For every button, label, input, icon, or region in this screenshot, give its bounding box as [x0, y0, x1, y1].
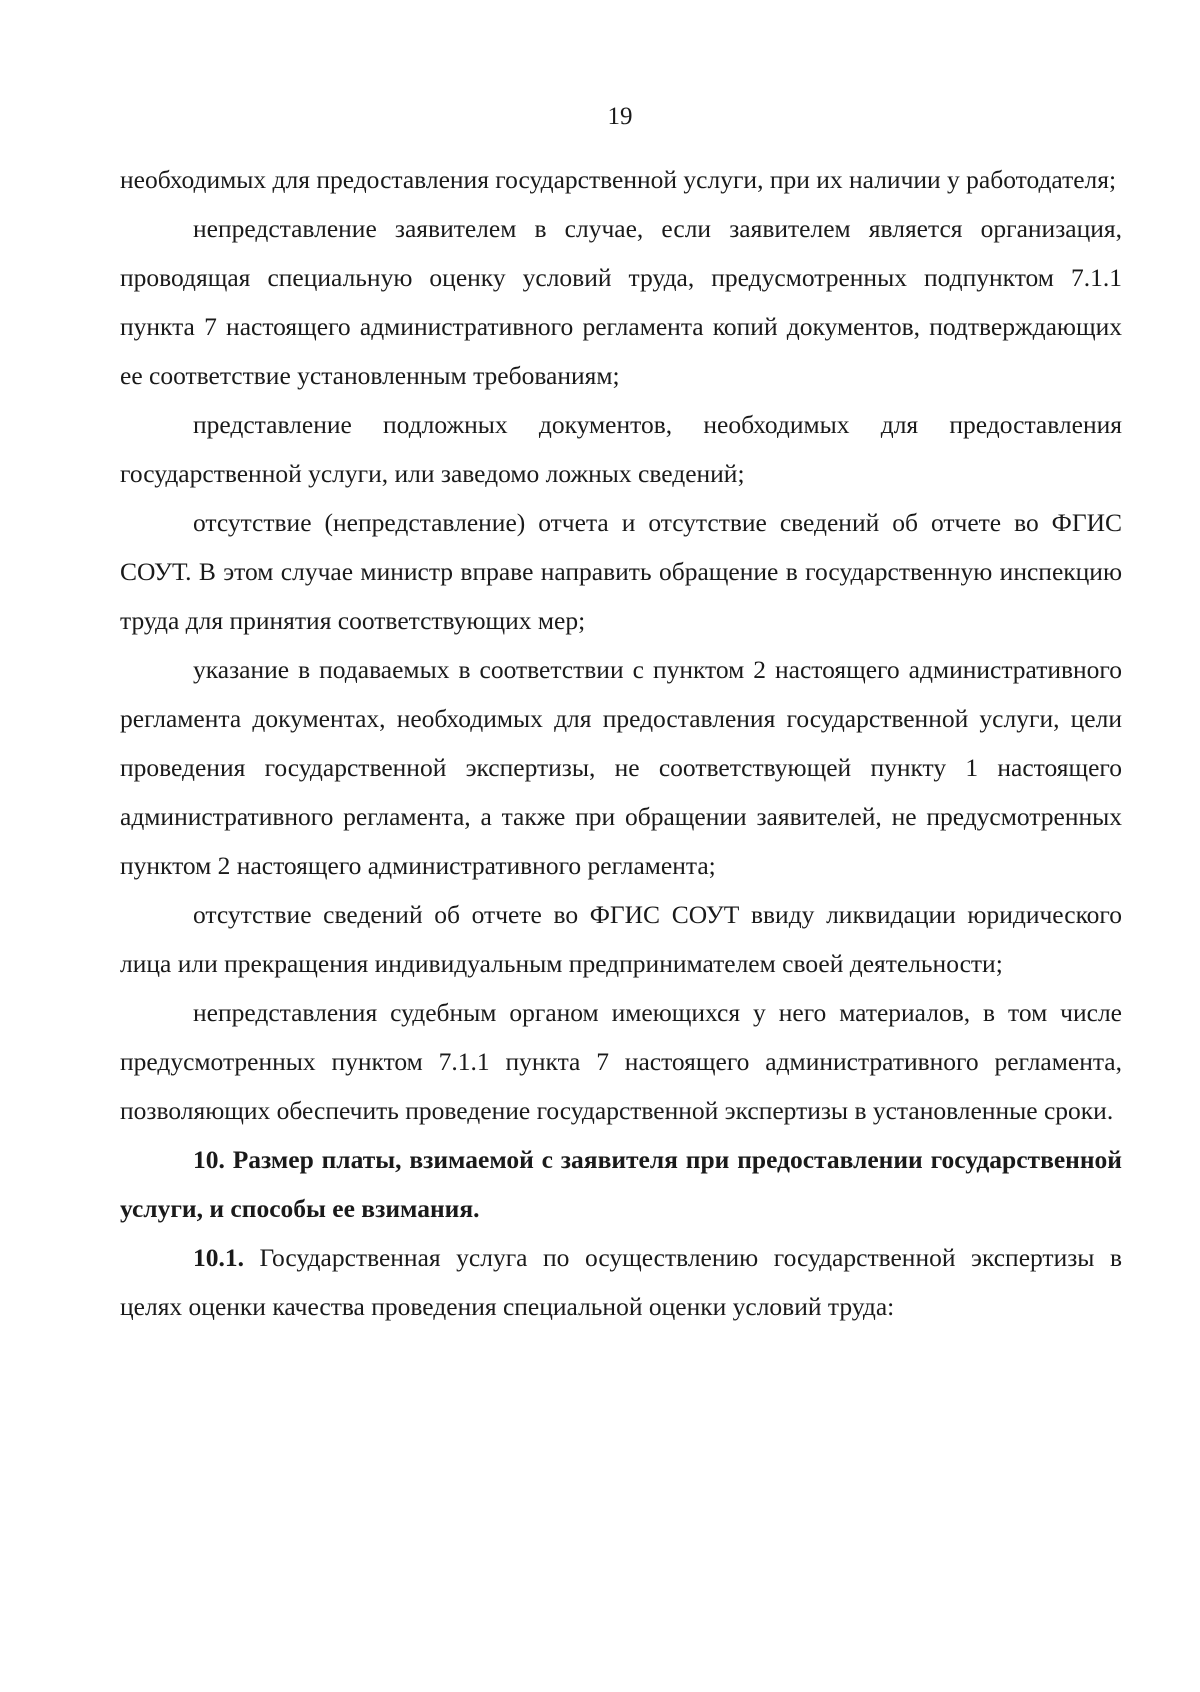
paragraph-item: отсутствие (непредставление) отчета и отсутствие сведений об отчете во ФГИС СОУТ. В этом случае министр вправе направить обращение в государственную инспекцию труда для принятия соответствующих мер; — [120, 508, 1122, 635]
document-body — [120, 155, 1122, 1331]
subsection-text: Государственная услуга по осуществлению государственной экспертизы в целях оценки качества проведения специальной оценки условий труда: — [120, 1243, 1122, 1321]
paragraph-item: непредставления судебным органом имеющихся у него материалов, в том числе предусмотренных пунктом 7.1.1 пункта 7 настоящего административного регламента, позволяющих обеспечить проведение государственной экспертизы в установленные сроки. — [120, 998, 1122, 1125]
section-heading: 10. Размер платы, взимаемой с заявителя при предоставлении государственной услуги, и способы ее взимания. — [120, 1145, 1122, 1223]
paragraph-item: непредставление заявителем в случае, если заявителем является организация, проводящая специальную оценку условий труда, предусмотренных подпунктом 7.1.1 пункта 7 настоящего административного регламента копий документов, подтверждающих ее соответствие установленным требованиям; — [120, 214, 1122, 390]
paragraph-item: отсутствие сведений об отчете во ФГИС СОУТ ввиду ликвидации юридического лица или прекращения индивидуальным предпринимателем своей деятельности; — [120, 900, 1122, 978]
paragraph-continuation: необходимых для предоставления государственной услуги, при их наличии у работодателя; — [120, 165, 1117, 194]
page-number: 19 — [607, 103, 633, 130]
paragraph-item: представление подложных документов, необходимых для предоставления государственной услуги, или заведомо ложных сведений; — [120, 410, 1122, 488]
subsection-number: 10.1. — [193, 1243, 244, 1272]
paragraph-item: указание в подаваемых в соответствии с пунктом 2 настоящего административного регламента документах, необходимых для предоставления государственной услуги, цели проведения государственной экспертизы, не соответствующей пункту 1 настоящего административного регламента, а также при обращении заявителей, не предусмотренных пунктом 2 настоящего административного регламента; — [120, 655, 1122, 880]
subsection-paragraph — [120, 1233, 1122, 1331]
